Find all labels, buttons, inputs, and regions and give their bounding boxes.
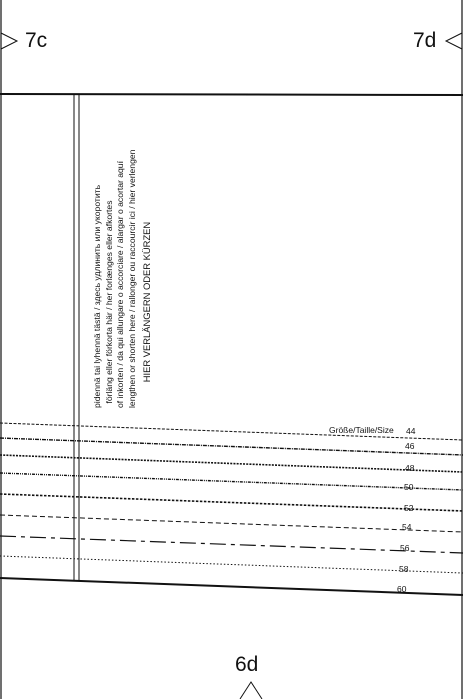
size-header: Größe/Taille/Size (329, 425, 394, 435)
instruction-line-1: lengthen or shorten here / rallonger ou raccourcir ici / hier verlengen (126, 149, 137, 408)
size-line-58 (0, 556, 463, 573)
size-label-44: 44 (406, 426, 416, 436)
size-label-52: 52 (404, 503, 414, 513)
instruction-heading: HIER VERLÄNGERN ODER KÜRZEN (141, 221, 152, 383)
instruction-line-4: pidennä tai lyhennä tästä / здесь удлинить или укоротить (92, 184, 102, 408)
size-label-46: 46 (405, 441, 415, 451)
instruction-line-2: of inkorten / da qui allungare o accorciare / alargar o acortar aquí (115, 161, 125, 408)
size-line-52 (0, 494, 463, 511)
size-lines (0, 423, 463, 573)
size-line-48 (0, 455, 463, 472)
upper-cut-line (0, 94, 463, 95)
instruction-line-3: förläng eller förkorta här / her forlænges eller afkortes (103, 200, 114, 404)
size-label-60: 60 (397, 584, 407, 594)
mark-label-7d: 7d (413, 29, 437, 52)
size-label-54: 54 (402, 522, 412, 532)
instruction-block (92, 149, 304, 408)
notch-7d-icon (446, 33, 462, 49)
size-label-58: 58 (399, 564, 409, 574)
lower-cut-line (0, 578, 463, 595)
size-line-50 (0, 473, 463, 490)
size-label-56: 56 (400, 543, 410, 553)
mark-label-7c: 7c (25, 29, 48, 52)
notch-7c-icon (1, 33, 17, 49)
size-label-48: 48 (405, 463, 415, 473)
size-line-46 (0, 438, 463, 455)
size-label-50: 50 (404, 482, 414, 492)
mark-label-6d: 6d (235, 653, 259, 676)
size-line-56 (0, 536, 463, 553)
size-line-54 (0, 515, 463, 532)
notch-6d-icon (240, 682, 262, 699)
